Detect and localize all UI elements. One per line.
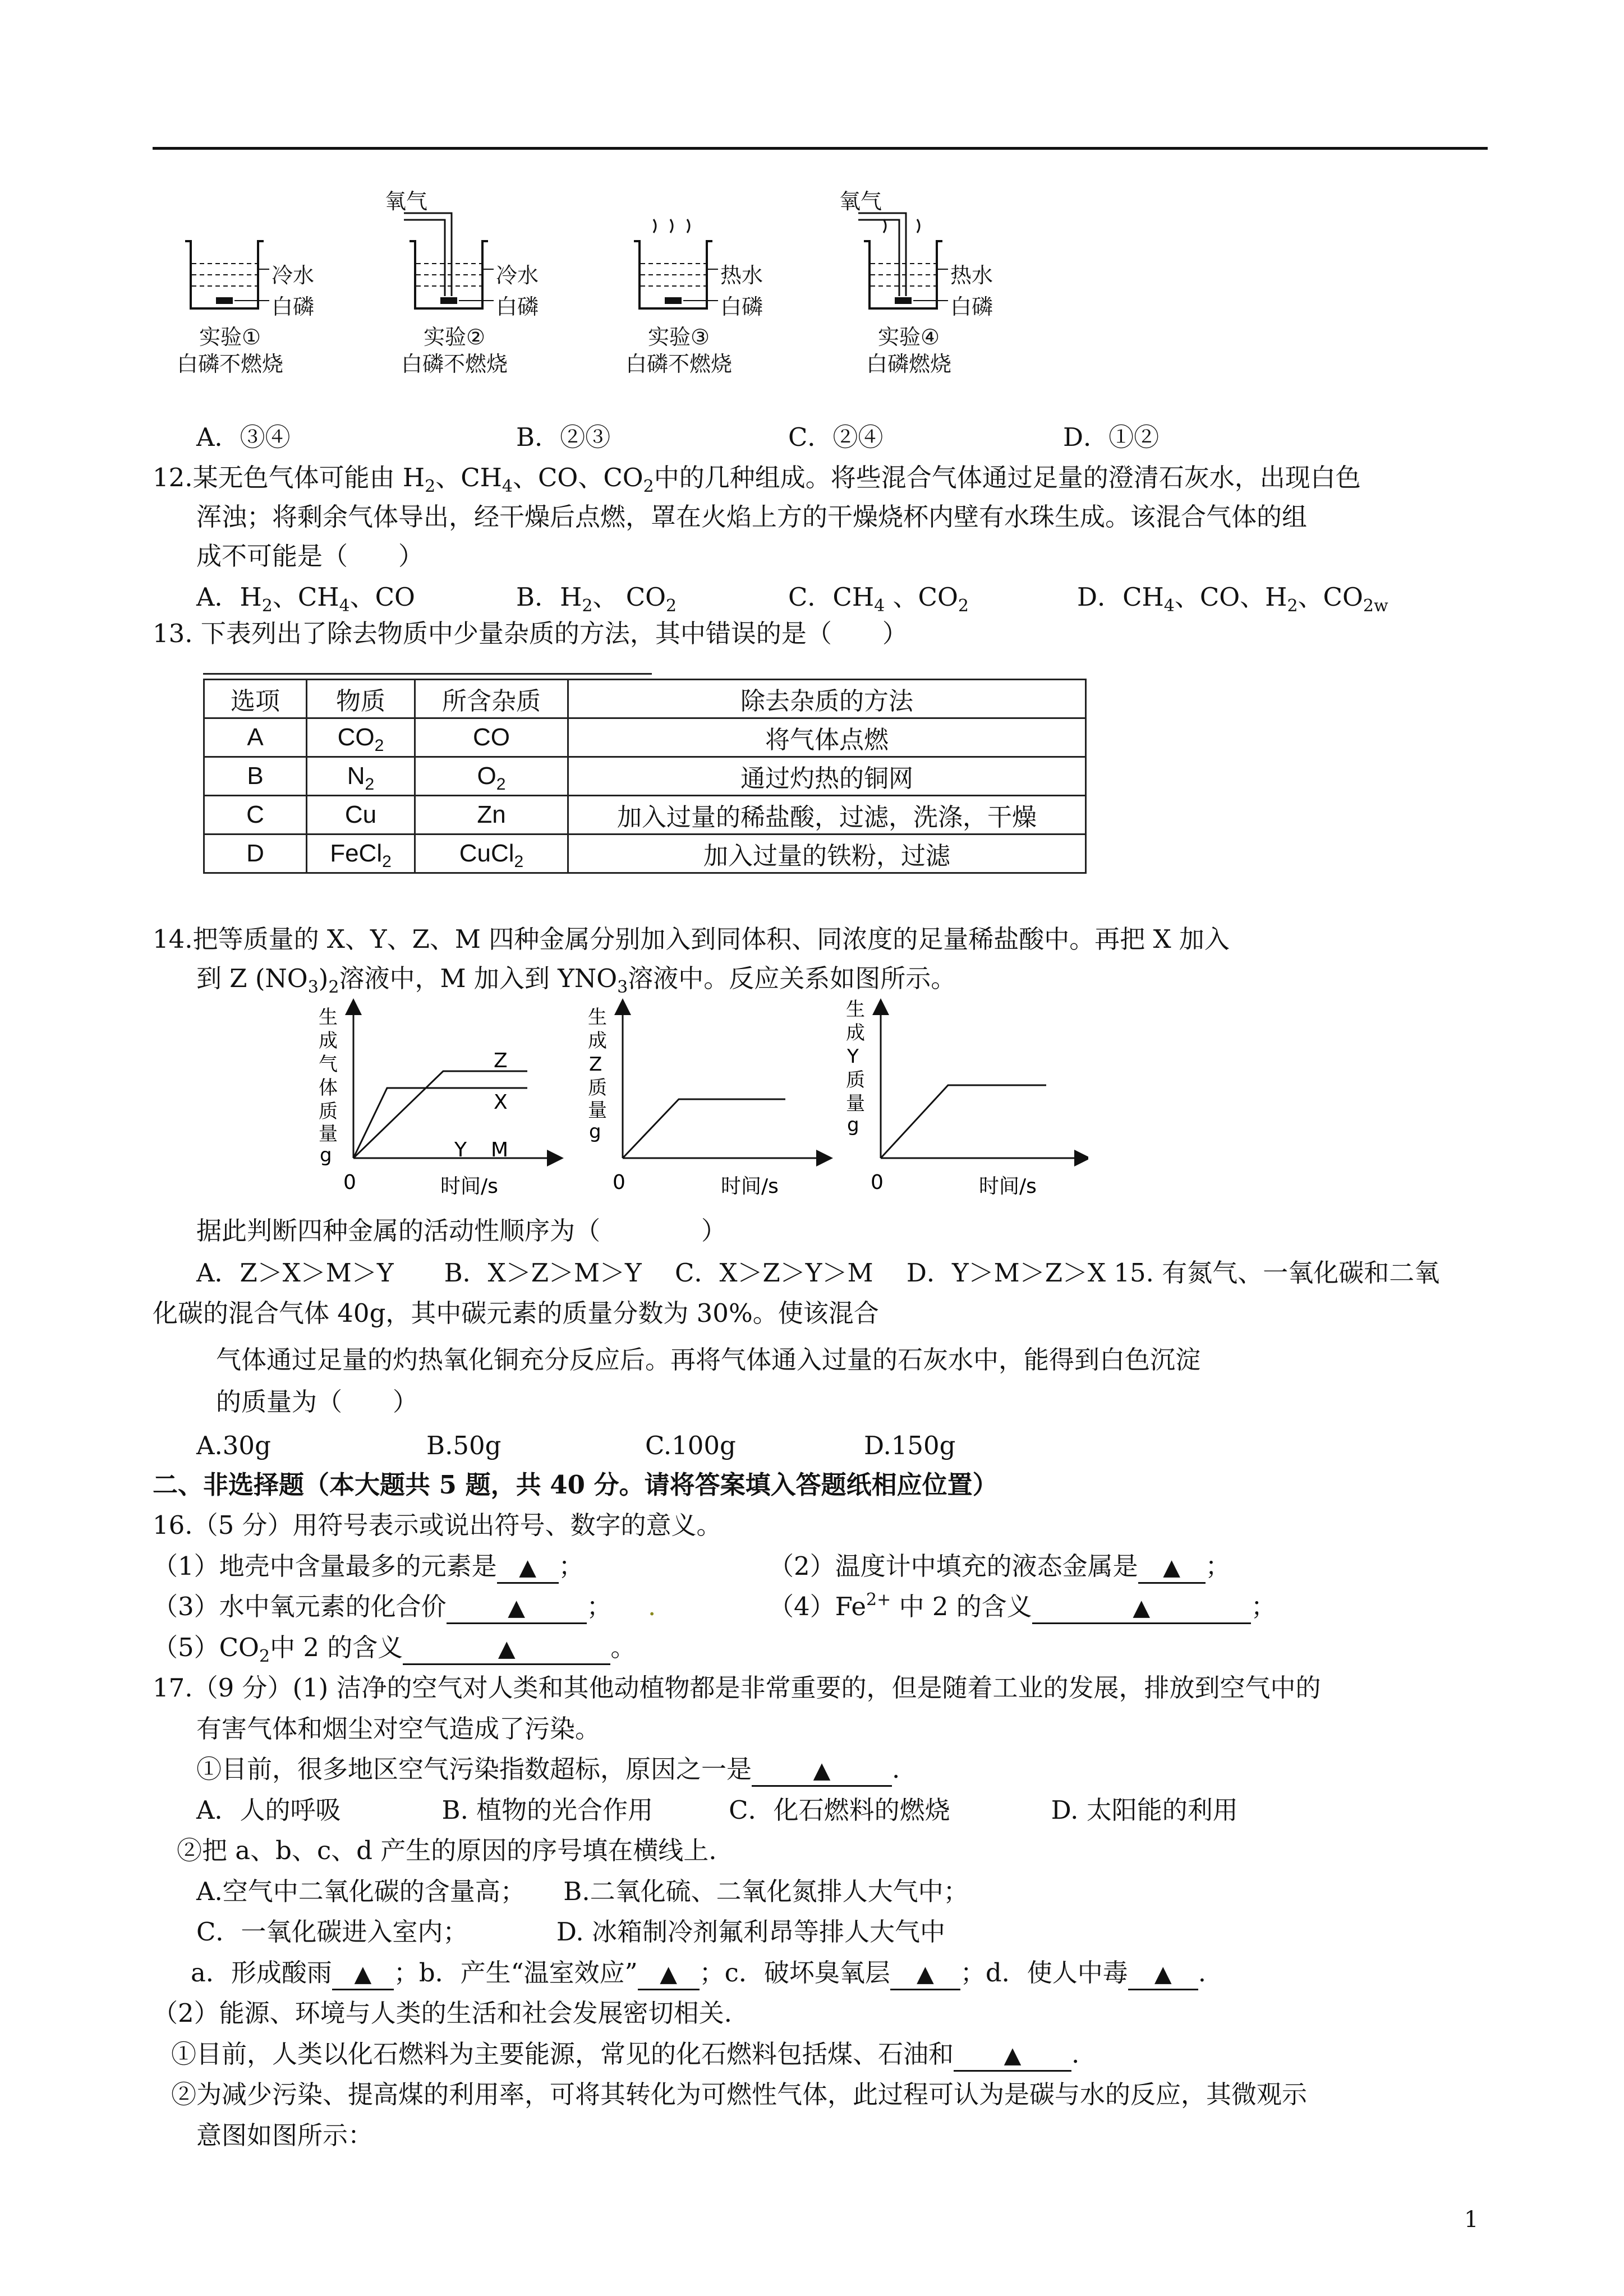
impurity-table bbox=[203, 679, 1087, 874]
q12-option-b bbox=[516, 580, 677, 614]
exp4-result: 白磷燃烧 bbox=[866, 352, 951, 376]
sub: 4 bbox=[874, 596, 885, 616]
graph1-origin: 0 bbox=[343, 1171, 356, 1194]
period: . bbox=[1071, 2039, 1080, 2069]
exp2-phosphorus: 白磷 bbox=[496, 294, 539, 319]
q13-table-topline bbox=[203, 673, 652, 675]
table-cell: 通过灼热的铜网 bbox=[568, 757, 1086, 796]
graph1-ylabel-5: 质 bbox=[319, 1100, 338, 1123]
header-substance: 物质 bbox=[307, 680, 415, 718]
graph3-ylabel-6: g bbox=[847, 1114, 859, 1136]
q16-item-2 bbox=[769, 1550, 1231, 1584]
sub: 3 bbox=[307, 978, 319, 997]
exp3-water: 热水 bbox=[720, 263, 763, 288]
graph1-ylabel-7: g bbox=[320, 1144, 332, 1167]
table-cell bbox=[307, 757, 415, 796]
answer-blank[interactable] bbox=[1032, 1592, 1251, 1624]
table-cell: CO bbox=[415, 718, 568, 757]
experiment-figure bbox=[168, 179, 1066, 393]
graph1-ylabel-1: 生 bbox=[319, 1006, 338, 1029]
cell-text: FeCl bbox=[330, 840, 383, 867]
q14-line2 bbox=[196, 962, 956, 995]
q17-line8 bbox=[191, 1956, 1206, 1990]
triangle-icon: ▲ bbox=[813, 1758, 831, 1783]
graph3-ylabel-4: 质 bbox=[846, 1069, 865, 1091]
q11-option-d-wrap bbox=[1063, 421, 1159, 454]
exp4-gas: 氧气 bbox=[839, 189, 882, 214]
q17-l8-text: ；c．破坏臭氧层 bbox=[699, 1958, 890, 1988]
header-option: 选项 bbox=[204, 680, 307, 718]
table-cell: 加入过量的铁粉，过滤 bbox=[568, 835, 1086, 873]
sub: 4 bbox=[502, 477, 513, 496]
q12-line1 bbox=[153, 461, 1361, 495]
period: . bbox=[1198, 1958, 1207, 1988]
period: . bbox=[892, 1754, 900, 1784]
sub: 2 bbox=[496, 775, 506, 794]
q16-i5-text: （5）CO bbox=[153, 1633, 259, 1662]
graph1-label-m: M bbox=[491, 1138, 509, 1161]
section-2-heading: 二、非选择题（本大题共 5 题，共 40 分。请将答案填入答题纸相应位置） bbox=[153, 1470, 998, 1500]
answer-blank[interactable] bbox=[447, 1592, 587, 1624]
exp1-result: 白磷不燃烧 bbox=[176, 352, 283, 376]
table-cell: Cu bbox=[307, 796, 415, 835]
graph1-ylabel-6: 量 bbox=[319, 1123, 338, 1145]
graph1-label-x: X bbox=[494, 1091, 508, 1114]
q15-line2: 化碳的混合气体 40g，其中碳元素的质量分数为 30%。使该混合 bbox=[153, 1298, 879, 1328]
table-row bbox=[204, 796, 1086, 835]
q15-line4: 的质量为（ ） bbox=[216, 1387, 418, 1417]
q11-option-c: C．②④ bbox=[788, 422, 884, 452]
graph2-ylabel-2: 成 bbox=[588, 1030, 607, 1052]
header-rule bbox=[153, 147, 1488, 150]
exp2-gas: 氧气 bbox=[385, 189, 428, 214]
q12-text: C．CH bbox=[788, 582, 875, 612]
cell-text: O bbox=[477, 762, 496, 790]
graph2-line bbox=[623, 1099, 785, 1158]
sub: 4 bbox=[1163, 596, 1175, 616]
q15-option-c: C.100g bbox=[645, 1431, 736, 1460]
q15-option-b: B.50g bbox=[426, 1431, 502, 1460]
sub: 2 bbox=[374, 736, 384, 755]
sub: 3 bbox=[617, 978, 628, 997]
exp2-water: 冷水 bbox=[496, 263, 539, 288]
semicolon: ； bbox=[1250, 1592, 1276, 1621]
sub: 2 bbox=[958, 596, 969, 616]
sub: 2 bbox=[666, 596, 677, 616]
q16-title: 16.（5 分）用符号表示或说出符号、数字的意义。 bbox=[153, 1510, 722, 1540]
sub: 2w bbox=[1363, 596, 1388, 616]
triangle-icon: ▲ bbox=[1004, 2043, 1022, 2068]
q16-item-3 bbox=[153, 1590, 656, 1624]
triangle-icon: ▲ bbox=[1133, 1595, 1151, 1621]
table-row bbox=[204, 835, 1086, 873]
q17-l8-text: ；b．产生“温室效应” bbox=[393, 1958, 638, 1988]
sub: 2 bbox=[643, 477, 654, 496]
table-cell: A bbox=[204, 718, 307, 757]
q16-item-4 bbox=[769, 1590, 1276, 1624]
q13-text: 13. 下表列出了除去物质中少量杂质的方法，其中错误的是（ ） bbox=[153, 619, 908, 648]
q16-i4-text: 中 2 的含义 bbox=[891, 1592, 1032, 1621]
table-cell: B bbox=[204, 757, 307, 796]
exp1-name: 实验① bbox=[199, 325, 261, 349]
q17-l10-text: ①目前，人类以化石燃料为主要能源，常见的化石燃料包括煤、石油和 bbox=[171, 2039, 954, 2069]
answer-blank[interactable] bbox=[497, 1552, 559, 1584]
sub: 4 bbox=[339, 596, 350, 616]
q16-i3-text: （3）水中氧元素的化合价 bbox=[153, 1592, 447, 1621]
q15-option-a: A.30g bbox=[196, 1431, 271, 1460]
exp4-name: 实验④ bbox=[877, 325, 940, 349]
q15-line3: 气体通过足量的灼热氧化铜充分反应后。再将气体通入过量的石灰水中，能得到白色沉淀 bbox=[216, 1345, 1201, 1375]
q17-line4: A．人的呼吸 B. 植物的光合作用 C．化石燃料的燃烧 D. 太阳能的利用 bbox=[196, 1795, 1238, 1825]
sub: 2 bbox=[365, 775, 375, 794]
q12-text: B．H bbox=[516, 582, 582, 612]
q12-text: 12.某无色气体可能由 H bbox=[153, 463, 425, 492]
header-impurity: 所含杂质 bbox=[415, 680, 568, 718]
q14-text: 到 Z (NO bbox=[196, 963, 308, 993]
triangle-icon: ▲ bbox=[508, 1595, 526, 1621]
graph1-ylabel-4: 体 bbox=[319, 1077, 338, 1099]
q15-option-d: D.150g bbox=[864, 1431, 956, 1460]
q12-text: 、CH bbox=[435, 463, 502, 492]
q12-text: 、CO、H bbox=[1174, 582, 1287, 612]
period: 。 bbox=[610, 1633, 636, 1662]
table-row bbox=[204, 757, 1086, 796]
semicolon: ； bbox=[558, 1551, 584, 1581]
graph3-line bbox=[881, 1085, 1046, 1158]
q12-text: 中的几种组成。将些混合气体通过足量的澄清石灰水，出现白色 bbox=[654, 463, 1361, 492]
q14-text: 溶液中，M 加入到 YNO bbox=[339, 963, 618, 993]
table-cell: 将气体点燃 bbox=[568, 718, 1086, 757]
graph2-ylabel-1: 生 bbox=[588, 1006, 607, 1029]
table-row bbox=[204, 718, 1086, 757]
exp3-result: 白磷不燃烧 bbox=[625, 352, 732, 376]
graph2-ylabel-6: g bbox=[589, 1121, 601, 1143]
answer-blank[interactable] bbox=[752, 1755, 892, 1787]
graph1-label-z: Z bbox=[494, 1049, 508, 1072]
table-cell: C bbox=[204, 796, 307, 835]
graph3-origin: 0 bbox=[871, 1171, 884, 1194]
sub: 2 bbox=[261, 596, 273, 616]
q17-line11: ②为减少污染、提高煤的利用率，可将其转化为可燃性气体，此过程可认为是碳与水的反应，其微观示 bbox=[171, 2080, 1308, 2109]
table-cell bbox=[307, 835, 415, 873]
q17-line10 bbox=[171, 2037, 1079, 2072]
table-header-row bbox=[204, 680, 1086, 718]
answer-blank[interactable] bbox=[954, 2040, 1071, 2072]
q17-line7: C．一氧化碳进入室内； D. 冰箱制冷剂氟利昂等排人大气中 bbox=[196, 1917, 946, 1947]
q14-judge: 据此判断四种金属的活动性顺序为（ ） bbox=[196, 1216, 727, 1246]
q14-graphs bbox=[303, 995, 1088, 1209]
exp4-water: 热水 bbox=[950, 263, 993, 288]
table-cell: 加入过量的稀盐酸，过滤，洗涤，干燥 bbox=[568, 796, 1086, 835]
q16-i2-text: （2）温度计中填充的液态金属是 bbox=[769, 1551, 1138, 1581]
semicolon: ； bbox=[1205, 1551, 1231, 1581]
q16-i1-text: （1）地壳中含量最多的元素是 bbox=[153, 1551, 497, 1581]
q12-text: 、CO、CO bbox=[513, 463, 643, 492]
q17-line3 bbox=[196, 1753, 900, 1787]
q12-text: D．CH bbox=[1077, 582, 1164, 612]
graph2-ylabel-5: 量 bbox=[588, 1099, 607, 1122]
graph2-ylabel-3: Z bbox=[589, 1053, 602, 1076]
q12-option-c bbox=[788, 580, 969, 614]
beaker-1 bbox=[185, 241, 269, 308]
exp3-name: 实验③ bbox=[647, 325, 710, 349]
exp1-phosphorus: 白磷 bbox=[272, 294, 315, 319]
q11-options bbox=[196, 421, 291, 454]
q17-line2: 有害气体和烟尘对空气造成了污染。 bbox=[196, 1714, 601, 1744]
q17-line5: ②把 a、b、c、d 产生的原因的序号填在横线上. bbox=[177, 1836, 717, 1865]
graph1-xlabel: 时间/s bbox=[440, 1175, 498, 1198]
graph3-ylabel-3: Y bbox=[847, 1045, 859, 1068]
cell-text: CuCl bbox=[459, 840, 514, 867]
exp1-water: 冷水 bbox=[272, 263, 315, 288]
graph-2 bbox=[588, 1006, 825, 1198]
answer-blank[interactable] bbox=[638, 1958, 700, 1990]
sup: 2+ bbox=[866, 1590, 891, 1610]
triangle-icon: ▲ bbox=[1154, 1961, 1172, 1987]
q17-l3-text: ①目前，很多地区空气污染指数超标，原因之一是 bbox=[196, 1754, 752, 1784]
q16-i4-text: （4）Fe bbox=[769, 1592, 867, 1621]
q12-text: A．H bbox=[196, 582, 262, 612]
q17-l8-text: ；d．使人中毒 bbox=[960, 1958, 1128, 1988]
sub: 2 bbox=[382, 852, 392, 871]
table-cell bbox=[415, 757, 568, 796]
q12-option-d bbox=[1077, 580, 1388, 614]
table-cell bbox=[415, 835, 568, 873]
graph3-ylabel-2: 成 bbox=[846, 1022, 865, 1044]
q12-option-a bbox=[196, 580, 415, 614]
q12-text: 、CH bbox=[272, 582, 339, 612]
triangle-icon: ▲ bbox=[1163, 1555, 1181, 1580]
cell-text: N bbox=[347, 762, 365, 790]
q12-text: 、CO bbox=[1298, 582, 1363, 612]
graph2-xlabel: 时间/s bbox=[721, 1175, 779, 1198]
answer-blank[interactable] bbox=[1138, 1552, 1206, 1584]
q12-line2: 浑浊；将剩余气体导出，经干燥后点燃，罩在火焰上方的干燥烧杯内壁有水珠生成。该混合气体的组 bbox=[196, 502, 1308, 532]
sub: 2 bbox=[514, 852, 524, 871]
sub: 2 bbox=[328, 978, 339, 997]
sub: 2 bbox=[1287, 596, 1298, 616]
triangle-icon: ▲ bbox=[917, 1961, 934, 1987]
triangle-icon: ▲ bbox=[498, 1636, 516, 1662]
answer-blank[interactable] bbox=[403, 1633, 610, 1665]
q12-text: 、CO bbox=[349, 582, 415, 612]
graph-3 bbox=[846, 998, 1083, 1198]
q17-l8-text: a．形成酸雨 bbox=[191, 1958, 332, 1988]
q11-option-d: D．①② bbox=[1063, 422, 1160, 452]
graph3-ylabel-5: 量 bbox=[846, 1092, 865, 1115]
q11-option-c-wrap bbox=[788, 421, 883, 454]
q12-text: 、CO bbox=[885, 582, 958, 612]
beaker-3 bbox=[634, 219, 718, 308]
table-cell: Zn bbox=[415, 796, 568, 835]
exp2-result: 白磷不燃烧 bbox=[401, 352, 508, 376]
sub: 2 bbox=[425, 477, 436, 496]
graph1-ylabel-2: 成 bbox=[319, 1030, 338, 1052]
exp3-phosphorus: 白磷 bbox=[720, 294, 763, 319]
header-method: 除去杂质的方法 bbox=[568, 680, 1086, 718]
beaker-4 bbox=[858, 213, 948, 308]
graph2-ylabel-4: 质 bbox=[588, 1077, 607, 1099]
q11-option-b: B．②③ bbox=[516, 422, 611, 452]
semicolon: ； bbox=[586, 1592, 612, 1621]
q14-text: ) bbox=[318, 963, 329, 993]
q16-item-1 bbox=[153, 1550, 584, 1584]
table-cell: D bbox=[204, 835, 307, 873]
answer-blank[interactable] bbox=[1128, 1958, 1198, 1990]
q17-line12: 意图如图所示： bbox=[196, 2120, 374, 2150]
table-cell bbox=[307, 718, 415, 757]
cell-text: CO bbox=[337, 723, 375, 751]
page-number: 1 bbox=[1464, 2207, 1479, 2233]
q17-line6: A.空气中二氧化碳的含量高； B.二氧化硫、二氧化氮排人大气中； bbox=[196, 1877, 969, 1906]
q14-line1: 14.把等质量的 X、Y、Z、M 四种金属分别加入到同体积、同浓度的足量稀盐酸中。再把 X 加入 bbox=[153, 924, 1230, 954]
q11-option-b-wrap bbox=[516, 421, 610, 454]
graph3-xlabel: 时间/s bbox=[979, 1175, 1037, 1198]
exp4-phosphorus: 白磷 bbox=[950, 294, 993, 319]
graph1-label-y: Y bbox=[454, 1138, 467, 1161]
q16-i5-text: 中 2 的含义 bbox=[270, 1633, 403, 1662]
graph-1 bbox=[319, 1006, 555, 1198]
answer-blank[interactable] bbox=[332, 1958, 394, 1990]
q17-line9: （2）能源、环境与人类的生活和社会发展密切相关. bbox=[153, 1998, 732, 2028]
q14-text: 溶液中。反应关系如图所示。 bbox=[628, 963, 956, 993]
triangle-icon: ▲ bbox=[660, 1961, 678, 1987]
q14-options-text: A．Z＞X＞M＞Y B．X＞Z＞M＞Y C．X＞Z＞Y＞M D．Y＞M＞Z＞X bbox=[196, 1258, 1106, 1288]
beaker-2 bbox=[404, 213, 494, 308]
graph1-ylabel-3: 气 bbox=[319, 1053, 338, 1076]
answer-blank[interactable] bbox=[890, 1958, 960, 1990]
sub: 2 bbox=[582, 596, 593, 616]
q12-text: 、 CO bbox=[592, 582, 666, 612]
exp2-name: 实验② bbox=[423, 325, 486, 349]
q14-options bbox=[196, 1256, 1439, 1290]
stray-dot: . bbox=[647, 1592, 656, 1621]
q16-item-5 bbox=[153, 1631, 636, 1665]
graph2-origin: 0 bbox=[613, 1171, 625, 1194]
q11-option-a: A．③④ bbox=[196, 422, 291, 452]
triangle-icon: ▲ bbox=[519, 1555, 537, 1580]
q15-start: 15. 有氮气、一氧化碳和二氧 bbox=[1106, 1258, 1440, 1288]
triangle-icon: ▲ bbox=[354, 1961, 372, 1987]
sub: 2 bbox=[259, 1647, 270, 1666]
q12-line3: 成不可能是（ ） bbox=[196, 541, 424, 571]
q17-line1: 17.（9 分）(1) 洁净的空气对人类和其他动植物都是非常重要的，但是随着工业的发展，排放到空气中的 bbox=[153, 1673, 1321, 1703]
graph3-ylabel-1: 生 bbox=[846, 998, 865, 1021]
